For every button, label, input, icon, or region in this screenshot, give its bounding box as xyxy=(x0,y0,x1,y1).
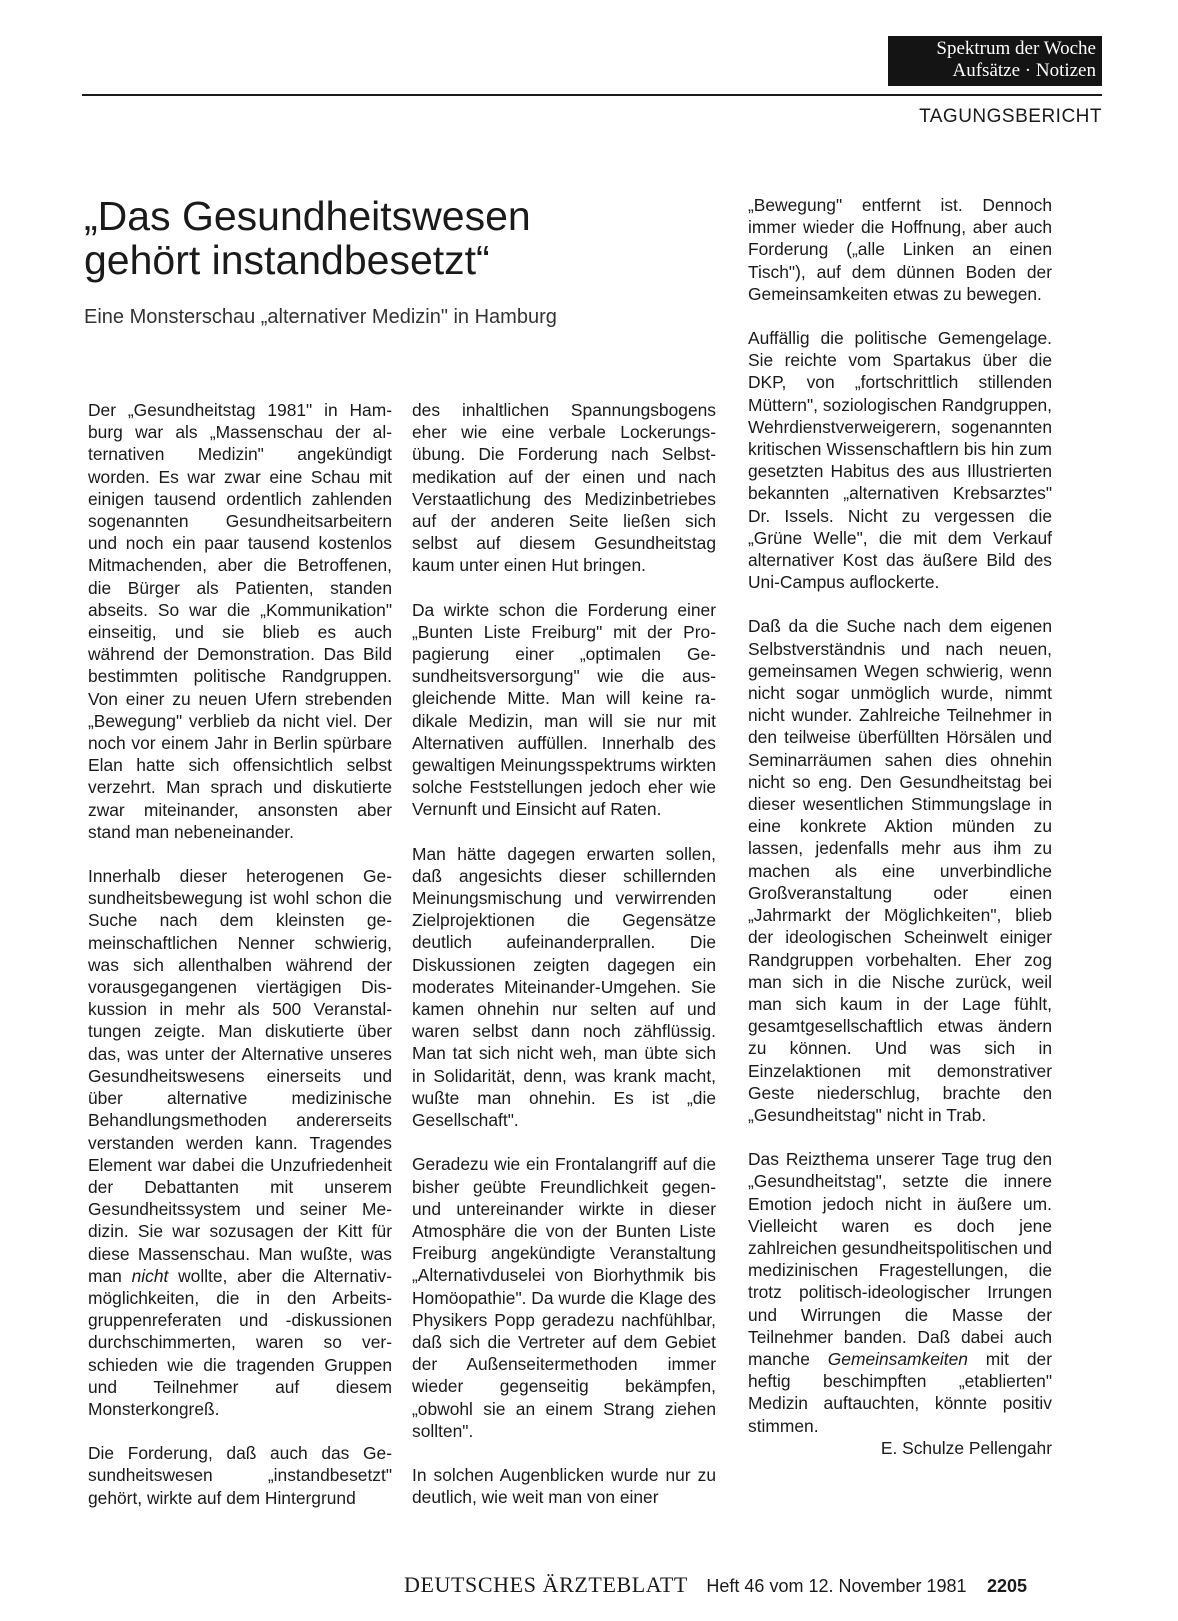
paragraph xyxy=(88,865,392,1420)
paragraph: „Bewegung" entfernt ist. Dennoch immer wieder die Hoffnung, aber auch Forderung („alle Linken an einen Tisch"), auf dem dünnen Boden der Gemeinsamkeiten etwas zu bewegen. xyxy=(748,195,1052,304)
paragraph-text: Innerhalb dieser heterogenen Gesundheitsbewegung ist wohl schon die Suche nach dem kleinsten gemeinschaftlichen Nenner schwierig, was sich allenthalben während der vorausgegangenen viertägigen Diskussion in mehr als 500 Veranstaltungen zeigte. Man diskutierte über das, was unter der Alternative unseres Gesundheitswesens einerseits und über alternative medizinische Behandlungsmethoden andererseits verstanden werden kann. Tragendes Element war dabei die Unzufriedenheit der Debattanten mit unserem Gesundheitssystem und seiner Medizin. Sie war sozusagen der Kitt für diese Massenschau. Man wußte, was man xyxy=(88,866,392,1286)
paragraph-text: mit der heftig beschimpften „etablierten" Medizin auftauchten, könnte positiv stimmen. xyxy=(748,1348,1052,1436)
paragraph: Auffällig die politische Gemengelage. Sie reichte vom Spartakus über die DKP, von „fortschrittlich stillenden Müttern", soziologischen Randgruppen, Wehrdienstverweigerern, sogenannten kritischen Wissenschaftlern bis hin zum gesetzten Habitus des aus Illustrierten bekannten „alternativen Krebsarztes" Dr. Issels. Nicht zu vergessen die „Grüne Welle", die mit dem Verkauf alternativer Kost das äußere Bild des Uni-Campus auflockerte. xyxy=(748,328,1052,593)
section-badge-line1: Spektrum der Woche xyxy=(936,38,1096,59)
paragraph: des inhaltlichen Spannungsbogens eher wie eine verbale Lockerungsübung. Die Forderung nach Selbstmedikation auf der einen und nach Verstaatlichung des Medizinbetriebes auf der anderen Seite ließen sich selbst auf diesem Gesundheitstag kaum unter einen Hut bringen. xyxy=(412,400,716,576)
title-line-1: „Das Gesundheitswesen xyxy=(84,193,531,239)
section-badge-line2: Aufsätze · Notizen xyxy=(952,60,1096,81)
paragraph: Man hätte dagegen erwarten sollen, daß angesichts dieser schillernden Meinungsmischung und verwirrenden Zielprojektionen die Gegensätze deutlich aufeinanderprallen. Die Diskussionen zeigten dagegen ein moderates Miteinander-Umgehen. Sie kamen ohnehin nur selten auf und waren selbst dann noch zähflüssig. Man tat sich nicht weh, man übte sich in Solidarität, denn, was krank macht, wußte man ohnehin. Es ist „die Gesellschaft". xyxy=(412,843,716,1131)
paragraph: Der „Gesundheitstag 1981" in Hamburg war als „Massenschau der alternativen Medizin" angekündigt worden. Es war zwar eine Schau mit einigen tausend ordentlich zahlenden sogenannten Gesundheitsarbeitern und noch ein paar tausend kostenlos Mitmachenden, aber die Betroffenen, die Bürger als Patienten, standen abseits. So war die „Kommunikation" einseitig, und sie blieb es auch während der Demonstration. Das Bild bestimmten politische Randgruppen. Von einer zu neuen Ufern strebenden „Bewegung" verblieb da nicht viel. Der noch vor einem Jahr in Berlin spürbare Elan hatte sich offensichtlich selbst verzehrt. Man sprach und diskutierte zwar miteinander, ansonsten aber stand man nebeneinander. xyxy=(88,400,392,842)
article-column-2 xyxy=(412,399,716,1508)
paragraph: Geradezu wie ein Frontalangriff auf die bisher geübte Freundlichkeit gegen- und untereinander wirkte in dieser Atmosphäre die von der Bunten Liste Freiburg angekündigte Veranstaltung „Alternativduselei von Biorhythmik bis Homöopathie". Da wurde die Klage des Physikers Popp geradezu nachfühlbar, daß sich die Vertreter auf dem Gebiet der Außenseitermethoden immer wieder gegenseitig bekämpfen, „obwohl sie an einem Strang ziehen sollten". xyxy=(412,1154,716,1441)
paragraph xyxy=(748,1148,1052,1437)
article-subtitle: Eine Monsterschau „alternativer Medizin" in Hamburg xyxy=(84,306,557,328)
section-kicker: TAGUNGSBERICHT xyxy=(919,106,1102,127)
paragraph: Die Forderung, daß auch das Gesundheitswesen „instandbesetzt" gehört, wirkte auf dem Hintergrund xyxy=(88,1443,392,1508)
section-badge xyxy=(888,36,1102,86)
article-column-3 xyxy=(748,194,1052,1459)
header-rule xyxy=(82,94,1102,96)
article-column-1 xyxy=(88,399,392,1509)
author-byline: E. Schulze Pellengahr xyxy=(880,1437,1052,1458)
title-line-2: gehört instandbesetzt“ xyxy=(84,237,490,283)
emphasis-text: Gemeinsamkeiten xyxy=(827,1348,968,1369)
paragraph-text: wollte, aber die Alternativmöglichkeiten, die in den Arbeitsgruppenreferaten und -diskussionen durchschimmerten, waren so verschieden wie die tragenden Gruppen und Teilnehmer auf diesem Monsterkongreß. xyxy=(88,1265,392,1419)
page-footer xyxy=(404,1572,1027,1598)
paragraph: In solchen Augenblicken wurde nur zu deutlich, wie weit man von einer xyxy=(412,1464,716,1508)
emphasis-text: nicht xyxy=(131,1265,169,1286)
article-title xyxy=(84,194,724,282)
paragraph: Daß da die Suche nach dem eigenen Selbstverständnis und nach neuen, gemeinsamen Wegen schwierig, wenn nicht sogar unmöglich wurde, nimmt nicht wunder. Zahlreiche Teilnehmer in den teilweise überfüllten Hörsälen und Seminarräumen sahen dies ohnehin nicht so eng. Den Gesundheitstag bei dieser wesentlichen Stimmungslage in eine konkrete Aktion münden zu lassen, jedenfalls mehr aus ihm zu machen als eine unverbindliche Großveranstaltung oder einen „Jahrmarkt der Möglichkeiten", blieb der ideologischen Scheinwelt einiger Randgruppen vorbehalten. Eher zog man sich in die Nische zurück, weil man sich kaum in der Lage fühlt, gesamtgesellschaftlich etwas ändern zu können. Und was sich in Einzelaktionen mit demonstrativer Geste niederschlug, brachte den „Gesundheitstag" nicht in Trab. xyxy=(748,616,1052,1125)
page-number: 2205 xyxy=(987,1576,1028,1596)
paragraph-text: Das Reizthema unserer Tage trug den „Gesundheitstag", setzte die innere Emotion jedoch nicht in äußere um. Vielleicht waren es doch jene zahlreichen gesundheitspolitischen und medizinischen Fragestellungen, die trotz politisch-ideologischer Irrungen und Wirrungen die Masse der Teilnehmer banden. Daß dabei auch manche xyxy=(748,1149,1052,1369)
journal-name: DEUTSCHES ÄRZTEBLATT xyxy=(404,1572,688,1597)
issue-info: Heft 46 vom 12. November 1981 xyxy=(706,1576,967,1596)
paragraph: Da wirkte schon die Forderung einer „Bunten Liste Freiburg" mit der Propagierung einer „optimalen Gesundheitsversorgung" wie die ausgleichende Mitte. Man will keine radikale Medizin, man will sie nur mit Alternativen auffüllen. Innerhalb des gewaltigen Meinungsspektrums wirkten solche Feststellungen jedoch eher wie Vernunft und Einsicht auf Raten. xyxy=(412,599,716,820)
